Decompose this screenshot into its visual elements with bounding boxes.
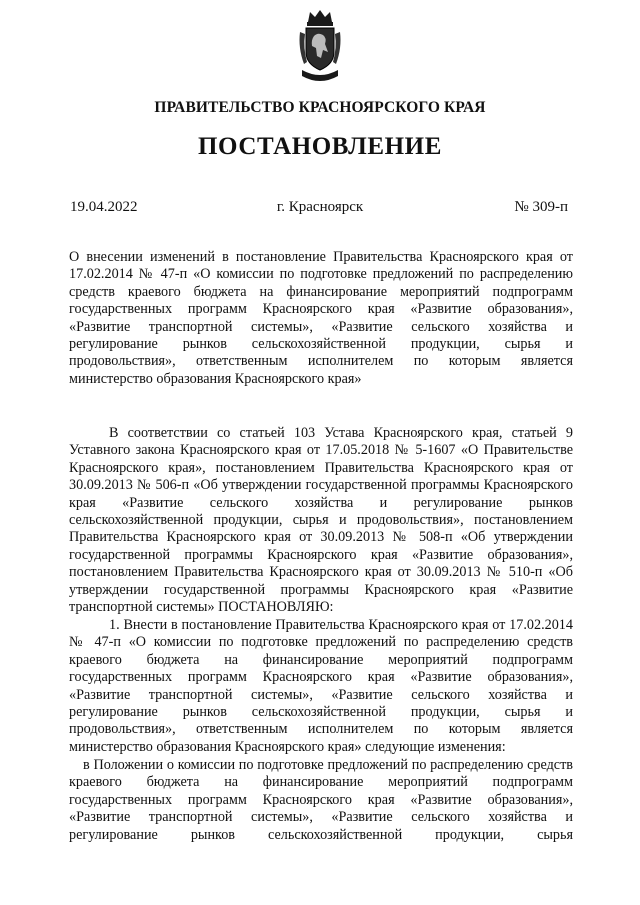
body-paragraph-amendment: в Положении о комиссии по подготовке предложений по распределению средств краевого бюджета на финансирование мероприятий подпрограмм государственных программ Красноярского края «Развитие образования», «Развитие транспортной системы», «Развитие сельского хозяйства и регулирование рынков сельскохозяйственной продукции, сырья xyxy=(69,757,573,843)
body-paragraph-preamble: В соответствии со статьей 103 Устава Красноярского края, статьей 9 Уставного закона Красноярского края от 17.05.2018 № 5-1607 «О Правительстве Красноярского края», постановлением Правительства Красноярского края от 30.09.2013 № 506-п «Об утверждении государственной программы Красноярского края «Развитие сельского хозяйства и регулирование рынков сельскохозяйственной продукции, сырья и продовольствия», постановлением Правительства Красноярского края от 30.09.2013 № 508-п «Об утверждении государственной программы Красноярского края «Развитие образования», постановлением Правительства Красноярского края от 30.09.2013 № 510-п «Об утверждении государственной программы Красноярского края «Развитие транспортной системы» ПОСТАНОВЛЯЮ: xyxy=(69,425,573,616)
document-type: ПОСТАНОВЛЕНИЕ xyxy=(197,133,443,160)
coat-of-arms-icon xyxy=(296,8,344,86)
document-date: 19.04.2022 xyxy=(70,199,138,215)
document-number: № 309-п xyxy=(514,199,568,215)
government-title: ПРАВИТЕЛЬСТВО КРАСНОЯРСКОГО КРАЯ xyxy=(154,99,486,116)
document-subject: О внесении изменений в постановление Правительства Красноярского края от 17.02.2014 № 47-п «О комиссии по подготовке предложений по распределению средств краевого бюджета на финансирование мероприятий подпрограмм государственных программ Красноярского края «Развитие образования», «Развитие транспортной системы», «Развитие сельского хозяйства и регулирование рынков сельскохозяйственной продукции, сырья и продовольствия», ответственным исполнителем по которым является министерство образования Красноярского края» xyxy=(69,249,573,387)
document-city: г. Красноярск xyxy=(276,199,364,215)
body-paragraph-item-1: 1. Внести в постановление Правительства Красноярского края от 17.02.2014 № 47-п «О комиссии по подготовке предложений по распределению средств краевого бюджета на финансирование мероприятий подпрограмм государственных программ Красноярского края «Развитие образования», «Развитие транспортной системы», «Развитие сельского хозяйства и регулирование рынков сельскохозяйственной продукции, сырья и продовольствия», ответственным исполнителем по которым является министерство образования Красноярского края» следующие изменения: xyxy=(69,617,573,755)
